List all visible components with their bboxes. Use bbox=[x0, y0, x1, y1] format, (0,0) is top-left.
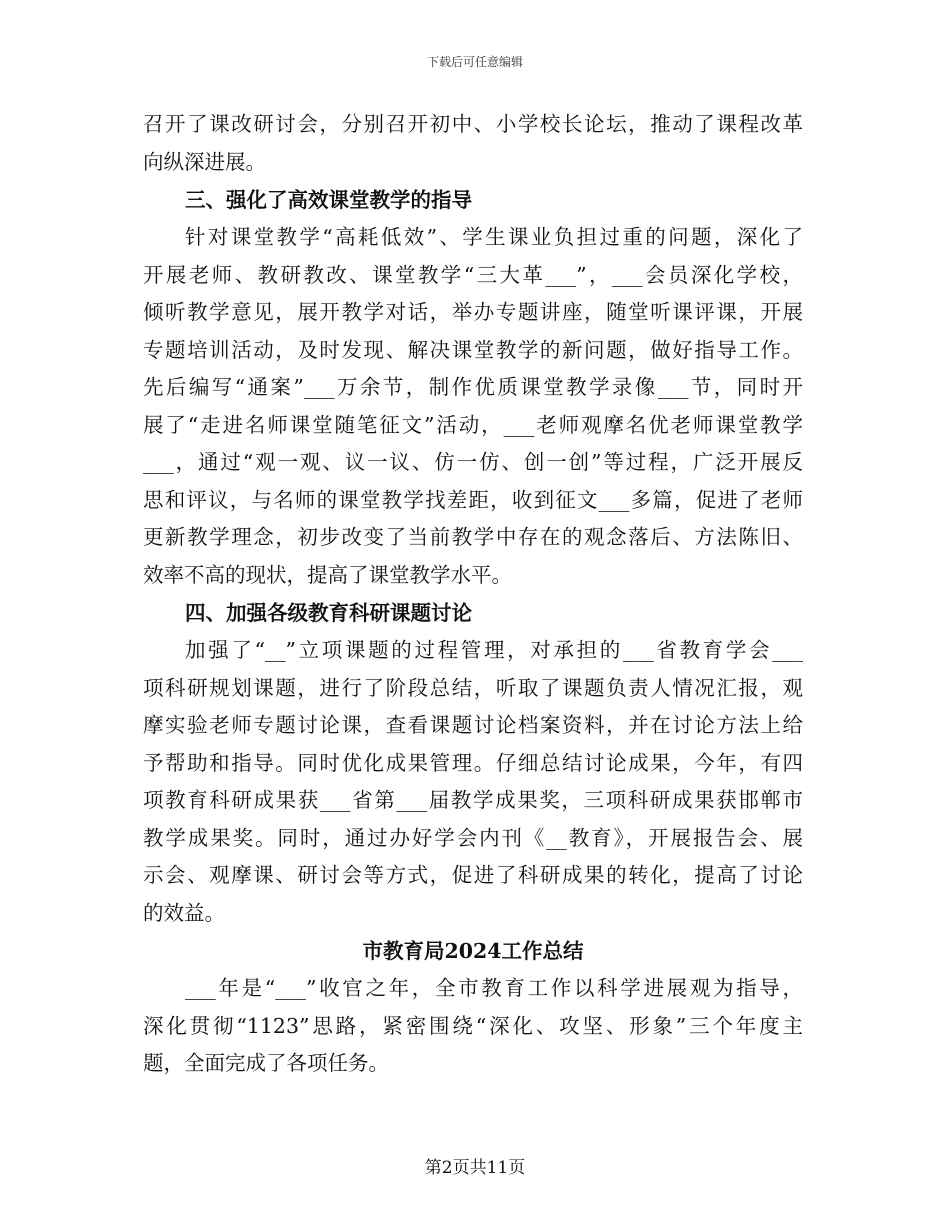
section-heading-3: 三、强化了高效课堂教学的指导 bbox=[185, 188, 472, 212]
document-title: 市教育局2024工作总结 bbox=[362, 939, 584, 963]
section-heading-4: 四、加强各级教育科研课题讨论 bbox=[185, 601, 472, 625]
page-header-note: 下载后可任意编辑 bbox=[426, 55, 523, 69]
page-number-footer: 第2页共11页 bbox=[424, 1158, 526, 1178]
text-line: 摩实验老师专题讨论课，查看课题讨论档案资料，并在讨论方法上给 bbox=[143, 713, 803, 737]
text-line: ___年是“___”收官之年，全市教育工作以科学进展观为指导， bbox=[185, 976, 803, 1000]
text-line: 展了“走进名师课堂随笔征文”活动，___老师观摩名优老师课堂教学 bbox=[143, 412, 803, 437]
text-line: 先后编写“通案”___万余节，制作优质课堂教学录像___节，同时开 bbox=[143, 375, 803, 399]
text-line: 针对课堂教学“高耗低效”、学生课业负担过重的问题，深化了 bbox=[185, 225, 803, 249]
text-line: 更新教学理念，初步改变了当前教学中存在的观念落后、方法陈旧、 bbox=[143, 525, 803, 549]
summary-paragraph bbox=[143, 970, 803, 1083]
text-line: 予帮助和指导。同时优化成果管理。仔细总结讨论成果，今年，有四 bbox=[143, 750, 803, 775]
text-line: 倾听教学意见，展开教学对话，举办专题讲座，随堂听课评课，开展 bbox=[143, 300, 803, 324]
text-line: 召开了课改研讨会，分别召开初中、小学校长论坛，推动了课程改革 bbox=[143, 112, 803, 136]
text-line: 开展老师、教研教改、课堂教学“三大革___”，___会员深化学校， bbox=[143, 262, 803, 287]
text-line: 项教育科研成果获___省第___届教学成果奖，三项科研成果获邯郸市 bbox=[143, 788, 803, 812]
text-line: 效率不高的现状，提高了课堂教学水平。 bbox=[143, 562, 512, 587]
section-4-paragraph bbox=[143, 632, 803, 932]
text-line: 题，全面完成了各项任务。 bbox=[143, 1051, 389, 1075]
section-3-paragraph bbox=[143, 219, 803, 594]
text-line: 示会、观摩课、研讨会等方式，促进了科研成果的转化，提高了讨论 bbox=[143, 863, 803, 887]
text-line: 教学成果奖。同时，通过办好学会内刊《__教育》，开展报告会、展 bbox=[143, 825, 803, 850]
text-line: 加强了“__”立项课题的过程管理，对承担的___省教育学会___ bbox=[185, 638, 803, 662]
document-body bbox=[143, 106, 803, 1083]
paragraph-continuation bbox=[143, 106, 803, 181]
text-line: ___，通过“观一观、议一议、仿一仿、创一创”等过程，广泛开展反 bbox=[143, 450, 803, 474]
text-line: 项科研规划课题，进行了阶段总结，听取了课题负责人情况汇报，观 bbox=[143, 675, 803, 700]
text-line: 向纵深进展。 bbox=[143, 149, 266, 174]
text-line: 专题培训活动，及时发现、解决课堂教学的新问题，做好指导工作。 bbox=[143, 337, 803, 362]
text-line: 深化贯彻“1123”思路，紧密围绕“深化、攻坚、形象”三个年度主 bbox=[143, 1013, 803, 1038]
text-line: 思和评议，与名师的课堂教学找差距，收到征文___多篇，促进了老师 bbox=[143, 487, 803, 512]
text-line: 的效益。 bbox=[143, 900, 225, 925]
